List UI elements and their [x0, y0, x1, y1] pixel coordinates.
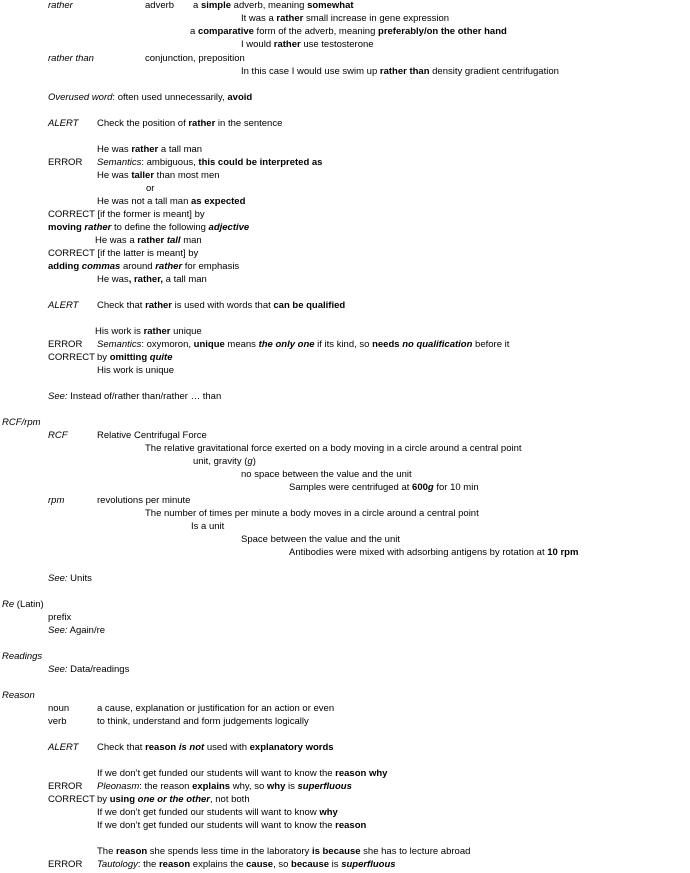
text-segment: unit, gravity ( [193, 456, 248, 467]
text-segment: revolutions per minute [97, 495, 191, 506]
text-segment: needs [372, 339, 403, 350]
definition-line [193, 456, 256, 468]
error-label [48, 859, 82, 871]
text-segment: See: [48, 664, 68, 675]
text-segment: See: [48, 573, 68, 584]
example-sentence [97, 170, 220, 182]
text-segment: to think, understand and form judgements logically [97, 716, 309, 727]
text-segment: Data/readings [67, 664, 130, 675]
text-segment: RCF [48, 430, 68, 441]
text-segment: In this case I would use swim up [241, 66, 380, 77]
text-segment: ERROR [48, 157, 83, 168]
definition-line [97, 430, 207, 442]
see-also [48, 391, 221, 403]
text-segment: explains [192, 781, 231, 792]
text-segment: density gradient centrifugation [429, 66, 559, 77]
subentry-rpm [48, 495, 64, 507]
text-segment: Space between the value and the unit [241, 534, 400, 545]
entry-re [2, 599, 44, 611]
text-segment: His work is [95, 326, 144, 337]
example-sentence [97, 196, 245, 208]
text-segment: ) [252, 456, 256, 467]
part-of-speech [48, 703, 69, 715]
text-segment: The relative gravitational force exerted on a body moving in a circle around a central point [145, 443, 522, 454]
text-segment: comparative [197, 26, 254, 37]
text-segment: See: [48, 391, 68, 402]
text-segment: by [97, 352, 110, 363]
part-of-speech [48, 612, 71, 624]
text-segment: CORRECT [if the former is meant] by [48, 209, 205, 220]
correction-method [48, 222, 249, 234]
text-segment: use testosterone [300, 39, 374, 50]
text-segment: 600 [412, 482, 428, 493]
text-segment: ERROR [48, 859, 83, 870]
text-segment: reason [335, 820, 367, 831]
text-segment: before it [472, 339, 510, 350]
text-segment: His work is unique [97, 365, 175, 376]
text-segment: in the sentence [215, 118, 283, 129]
text-segment: form of the adverb, meaning [253, 26, 379, 37]
entry-rcf-rpm [2, 417, 41, 429]
definition-line [193, 0, 354, 12]
text-segment: taller [131, 170, 155, 181]
text-segment: , rather, [128, 274, 164, 285]
text-segment: noun [48, 703, 70, 714]
text-segment: RCF/rpm [2, 417, 41, 428]
correct-label [48, 352, 95, 364]
text-segment: is [329, 859, 342, 870]
entry-rather [48, 0, 73, 12]
text-segment: man [180, 235, 202, 246]
text-segment: avoid [227, 92, 253, 103]
text-segment: CORRECT [48, 794, 95, 805]
text-segment: reason [145, 742, 177, 753]
text-segment: simple [200, 0, 232, 11]
text-segment: explanatory words [249, 742, 334, 753]
text-segment: Tautology [97, 859, 138, 870]
text-segment: Pleonasm [97, 781, 140, 792]
text-segment: Check that [97, 742, 146, 753]
definition-line [97, 495, 190, 507]
error-label [48, 157, 82, 169]
text-segment: she spends less time in the laboratory [147, 846, 312, 857]
part-of-speech [145, 53, 245, 65]
text-segment: conjunction, preposition [145, 53, 245, 64]
text-segment: Check that [97, 300, 146, 311]
error-explanation [97, 859, 396, 871]
definition-line [191, 521, 224, 533]
text-segment: can be qualified [273, 300, 346, 311]
text-segment: reason [158, 859, 191, 870]
text-segment: : the reason [139, 781, 193, 792]
text-segment: rather [131, 144, 159, 155]
definition-line [145, 443, 522, 455]
text-segment: (Latin) [14, 599, 44, 610]
text-segment: He was a [95, 235, 138, 246]
text-segment: : oxymoron, [141, 339, 194, 350]
text-segment: small increase in gene expression [303, 13, 450, 24]
text-segment: why [319, 807, 338, 818]
part-of-speech [145, 0, 174, 12]
text-segment: a tall man [163, 274, 207, 285]
text-segment: adverb, meaning [231, 0, 308, 11]
text-segment: superfluous [341, 859, 396, 870]
connector-text [146, 183, 154, 195]
alert-label [48, 300, 78, 312]
definition-line [97, 703, 334, 715]
text-segment: Re [2, 599, 15, 610]
text-segment: a cause, explanation or justification for an action or even [97, 703, 335, 714]
definition-line [241, 534, 400, 546]
error-label [48, 781, 82, 793]
example-sentence [97, 807, 338, 819]
error-explanation [97, 339, 509, 351]
text-segment: than most men [154, 170, 220, 181]
text-segment: Reason [2, 690, 35, 701]
text-segment: means [224, 339, 259, 350]
text-segment: unique [170, 326, 202, 337]
text-segment: : the [137, 859, 159, 870]
text-segment: He was [97, 170, 132, 181]
text-segment: preferably/on the other hand [378, 26, 507, 37]
text-segment: Units [67, 573, 92, 584]
example-sentence [95, 235, 202, 247]
text-segment: , not both [209, 794, 250, 805]
text-segment: why, so [230, 781, 267, 792]
text-segment: ERROR [48, 781, 83, 792]
example-sentence [97, 144, 202, 156]
definition-line [145, 508, 479, 520]
text-segment: rather [188, 118, 216, 129]
see-also [48, 573, 92, 585]
text-segment: I would [241, 39, 274, 50]
usage-note [48, 92, 252, 104]
text-segment: Instead of/rather than/rather … than [67, 391, 222, 402]
example-sentence [241, 66, 559, 78]
text-segment: adding [48, 261, 82, 272]
text-segment: He was not a tall man [97, 196, 191, 207]
text-segment: If we don’t get funded our students will want to know the [97, 820, 336, 831]
alert-text [97, 118, 282, 130]
entry-rather-than [48, 53, 94, 65]
text-segment: ALERT [48, 742, 79, 753]
example-sentence [241, 39, 374, 51]
text-segment: if its kind, so [314, 339, 373, 350]
text-segment: she has to lecture abroad [360, 846, 471, 857]
alert-text [97, 300, 345, 312]
text-segment: one or the other [137, 794, 210, 805]
text-segment: adjective [208, 222, 250, 233]
text-segment: is [285, 781, 298, 792]
text-segment: He was [97, 144, 132, 155]
text-segment: Check the position of [97, 118, 189, 129]
text-segment: CORRECT [if the latter is meant] by [48, 248, 199, 259]
text-segment: a [193, 0, 201, 11]
text-segment: cause [246, 859, 274, 870]
text-segment: If we don’t get funded our students will want to know the [97, 768, 336, 779]
example-sentence [97, 820, 366, 832]
text-segment: See: [48, 625, 68, 636]
text-segment: the only one [258, 339, 315, 350]
subentry-rcf [48, 430, 68, 442]
text-segment: no qualification [402, 339, 473, 350]
text-segment: adverb [145, 0, 175, 11]
definition-line [190, 26, 507, 38]
text-segment: rather [84, 222, 112, 233]
text-segment: It was a [241, 13, 277, 24]
text-segment: 10 rpm [547, 547, 579, 558]
text-segment: CORRECT [48, 352, 95, 363]
text-segment: reason why [335, 768, 388, 779]
text-segment: rather [48, 0, 73, 11]
example-sentence [97, 365, 174, 377]
text-segment: , so [273, 859, 292, 870]
text-segment: to define the following [111, 222, 209, 233]
example-sentence [97, 846, 470, 858]
text-segment: Semantics [97, 339, 142, 350]
text-segment: quite [149, 352, 173, 363]
error-label [48, 339, 82, 351]
correction-method [97, 794, 250, 806]
text-segment: for emphasis [182, 261, 240, 272]
text-segment: a [190, 26, 198, 37]
text-segment: rather [155, 261, 183, 272]
text-segment: is used with words that [172, 300, 274, 311]
text-segment: Readings [2, 651, 43, 662]
example-sentence [95, 326, 202, 338]
definition-line [97, 716, 309, 728]
text-segment: rpm [48, 495, 65, 506]
text-segment: g [427, 482, 434, 493]
text-segment: for 10 min [433, 482, 479, 493]
text-segment: commas [81, 261, 121, 272]
text-segment: is not [178, 742, 205, 753]
error-explanation [97, 781, 352, 793]
text-segment: a tall man [158, 144, 203, 155]
text-segment: no space between the value and the unit [241, 469, 412, 480]
text-segment: g [247, 456, 253, 467]
text-segment: If we don’t get funded our students will want to know [97, 807, 320, 818]
alert-label [48, 742, 78, 754]
text-segment: Again/re [67, 625, 106, 636]
text-segment: The [97, 846, 117, 857]
text-segment: rather [276, 13, 304, 24]
text-segment: as expected [191, 196, 246, 207]
text-segment: using [109, 794, 138, 805]
text-segment: rather than [48, 53, 94, 64]
text-segment: The number of times per minute a body moves in a circle around a central point [145, 508, 479, 519]
definition-line [241, 469, 412, 481]
example-sentence [289, 547, 578, 559]
text-segment: Relative Centrifugal Force [97, 430, 207, 441]
text-segment: is because [311, 846, 361, 857]
text-segment: rather [137, 235, 165, 246]
see-also [48, 664, 129, 676]
text-segment: Antibodies were mixed with adsorbing antigens by rotation at [289, 547, 548, 558]
text-segment: or [146, 183, 155, 194]
text-segment: rather than [379, 66, 430, 77]
example-sentence [241, 13, 449, 25]
correction-method [97, 352, 173, 364]
text-segment: : often used unnecessarily, [112, 92, 228, 103]
text-segment: rather [143, 326, 171, 337]
entry-reason [2, 690, 35, 702]
text-segment: ERROR [48, 339, 83, 350]
example-sentence [289, 482, 479, 494]
text-segment: around [120, 261, 156, 272]
example-sentence [97, 768, 387, 780]
correct-label [48, 209, 205, 221]
text-segment: used with [204, 742, 250, 753]
text-segment: verb [48, 716, 67, 727]
text-segment: Samples were centrifuged at [289, 482, 413, 493]
text-segment: this could be interpreted as [198, 157, 323, 168]
text-segment: unique [193, 339, 225, 350]
text-segment: somewhat [307, 0, 354, 11]
text-segment: ALERT [48, 300, 79, 311]
correction-method [48, 261, 239, 273]
text-segment: because [291, 859, 330, 870]
example-sentence [97, 274, 207, 286]
text-segment: rather [273, 39, 301, 50]
text-segment: omitting [109, 352, 150, 363]
text-segment: why [266, 781, 286, 792]
text-segment: superfluous [297, 781, 352, 792]
correct-label [48, 248, 198, 260]
text-segment: moving [48, 222, 85, 233]
alert-label [48, 118, 78, 130]
alert-text [97, 742, 334, 754]
text-segment: prefix [48, 612, 72, 623]
text-segment: Semantics [97, 157, 142, 168]
text-segment: Is a unit [191, 521, 225, 532]
text-segment: ALERT [48, 118, 79, 129]
error-explanation [97, 157, 322, 169]
correct-label [48, 794, 95, 806]
text-segment: by [97, 794, 110, 805]
text-segment: Overused word [48, 92, 113, 103]
see-also [48, 625, 105, 637]
text-segment: : ambiguous, [141, 157, 199, 168]
text-segment: rather [145, 300, 172, 311]
text-segment: tall [166, 235, 181, 246]
entry-readings [2, 651, 42, 663]
part-of-speech [48, 716, 66, 728]
text-segment: reason [116, 846, 148, 857]
text-segment: explains the [190, 859, 247, 870]
text-segment: He was [97, 274, 129, 285]
